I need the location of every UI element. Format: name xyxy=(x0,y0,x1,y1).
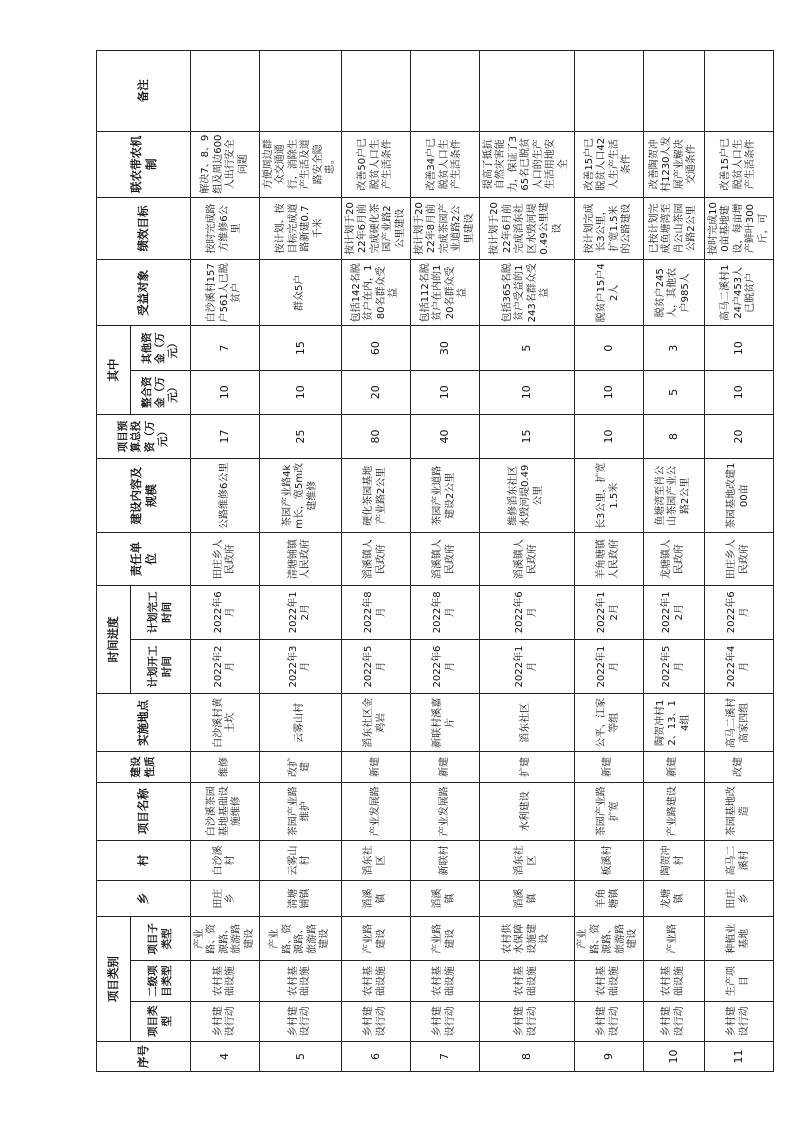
cell-cat-type: 乡村建设行动 xyxy=(410,1001,479,1041)
header-integrated: 整合资金（万元） xyxy=(131,370,191,414)
cell-village: 陶贺冲村 xyxy=(643,840,704,880)
rotated-table-block xyxy=(96,50,774,1072)
cell-content: 维修滔东社区水毁河堤0.49公里 xyxy=(479,459,574,533)
cell-village: 滔东社区 xyxy=(479,840,574,880)
cell-start: 2022年5月 xyxy=(341,639,410,693)
cell-content: 长3公里，扩宽1.5米 xyxy=(574,459,643,533)
cell-cat-type: 乡村建设行动 xyxy=(574,1001,643,1041)
cell-build-nature: 新建 xyxy=(574,752,643,782)
cell-seq: 8 xyxy=(479,1041,574,1071)
header-budget: 项目预算总投资（万元） xyxy=(97,414,191,458)
cell-township: 龙塘镇 xyxy=(643,881,704,917)
cell-build-nature: 维修 xyxy=(191,752,260,782)
cell-integrated: 10 xyxy=(479,370,574,414)
cell-start: 2022年5月 xyxy=(643,639,704,693)
cell-location: 新联村溪嘉片 xyxy=(410,694,479,752)
cell-cat-l2: 农村基础设施 xyxy=(191,961,260,1001)
cell-other: 15 xyxy=(260,326,342,370)
table-row xyxy=(479,51,574,1072)
cell-location: 白沙溪村黄土坎 xyxy=(191,694,260,752)
cell-budget: 17 xyxy=(191,414,260,458)
table-row xyxy=(341,51,410,1072)
cell-other: 5 xyxy=(479,326,574,370)
cell-cat-sub: 种植业基地 xyxy=(704,917,773,961)
cell-project-name: 茶园产业路维护 xyxy=(260,782,342,840)
cell-seq: 7 xyxy=(410,1041,479,1071)
cell-integrated: 10 xyxy=(191,370,260,414)
cell-remark xyxy=(643,51,704,132)
cell-beneficiary: 包括365名脱贫户受益的1243名群众受益 xyxy=(479,260,574,326)
cell-mechanism: 改善50户已脱贫人口生产生活条件 xyxy=(341,131,410,197)
cell-goal: 按计划于2022年6月前完成硬化茶园产业路2公里建设 xyxy=(341,197,410,259)
cell-cat-sub: 产业路建设 xyxy=(410,917,479,961)
cell-budget: 20 xyxy=(704,414,773,458)
header-seq: 序号 xyxy=(97,1041,191,1071)
cell-cat-l2: 农村基础设施 xyxy=(479,961,574,1001)
cell-other: 0 xyxy=(574,326,643,370)
cell-location: 高马二溪村高家四组 xyxy=(704,694,773,752)
cell-mechanism: 改善15户已脱贫人口42人生产生活条件 xyxy=(574,131,643,197)
cell-project-name: 茶园基地改造 xyxy=(704,782,773,840)
cell-budget: 8 xyxy=(643,414,704,458)
cell-cat-sub: 产业路、资源路、旅游路建设 xyxy=(191,917,260,961)
cell-start: 2022年1月 xyxy=(479,639,574,693)
cell-start: 2022年6月 xyxy=(410,639,479,693)
cell-cat-type: 乡村建设行动 xyxy=(341,1001,410,1041)
cell-integrated: 10 xyxy=(410,370,479,414)
cell-cat-l2: 农村基础设施 xyxy=(574,961,643,1001)
header-other: 其他资金（万元） xyxy=(131,326,191,370)
cell-other: 3 xyxy=(643,326,704,370)
cell-budget: 80 xyxy=(341,414,410,458)
cell-build-nature: 扩建 xyxy=(479,752,574,782)
cell-integrated: 10 xyxy=(260,370,342,414)
cell-village: 高马二溪村 xyxy=(704,840,773,880)
cell-build-nature: 新建 xyxy=(341,752,410,782)
cell-responsible: 滔溪镇人民政府 xyxy=(479,533,574,585)
cell-beneficiary: 高马二溪村124户453人已脱贫户 xyxy=(704,260,773,326)
cell-finish: 2022年12月 xyxy=(574,585,643,639)
cell-other: 30 xyxy=(410,326,479,370)
table-row xyxy=(704,51,773,1072)
header-content: 建设内容及规模 xyxy=(97,459,191,533)
cell-township: 滔溪镇 xyxy=(341,881,410,917)
cell-location: 公平、江家等组 xyxy=(574,694,643,752)
cell-village: 白沙溪村 xyxy=(191,840,260,880)
header-township: 乡 xyxy=(97,881,191,917)
cell-project-name: 水利建设 xyxy=(479,782,574,840)
cell-responsible: 滔溪镇人民政府 xyxy=(341,533,410,585)
cell-remark xyxy=(341,51,410,132)
cell-content: 茶园产业路4km长，宽5m改建维修 xyxy=(260,459,342,533)
cell-goal: 按计划完成长3公里，扩宽1.5米的公路建设 xyxy=(574,197,643,259)
project-table xyxy=(96,50,774,1072)
cell-beneficiary: 脱贫户15户42人 xyxy=(574,260,643,326)
cell-village: 板溪村 xyxy=(574,840,643,880)
header-mechanism: 联农带农机制 xyxy=(97,131,191,197)
header-cat-l2: 二级项目类型 xyxy=(131,961,191,1001)
cell-cat-sub: 农村供水保障设施建设 xyxy=(479,917,574,961)
cell-finish: 2022年6月 xyxy=(479,585,574,639)
cell-beneficiary: 包括142名脱贫户在内，180名群众受益 xyxy=(341,260,410,326)
cell-village: 云雾山村 xyxy=(260,840,342,880)
cell-cat-sub: 产业路 xyxy=(643,917,704,961)
cell-township: 滔溪镇 xyxy=(479,881,574,917)
cell-goal: 已按计划完成鱼塘湾至肖公山茶园公路2公里 xyxy=(643,197,704,259)
cell-township: 滔溪镇 xyxy=(410,881,479,917)
cell-content: 硬化茶园基地产业路2公里 xyxy=(341,459,410,533)
cell-seq: 9 xyxy=(574,1041,643,1071)
cell-location: 滔东社区金鸡岩 xyxy=(341,694,410,752)
header-location: 实施地点 xyxy=(97,694,191,752)
cell-start: 2022年3月 xyxy=(260,639,342,693)
cell-mechanism: 改善陶贺冲村1230人发展产业解决交通条件 xyxy=(643,131,704,197)
cell-finish: 2022年6月 xyxy=(704,585,773,639)
cell-build-nature: 新建 xyxy=(410,752,479,782)
cell-finish: 2022年8月 xyxy=(410,585,479,639)
cell-build-nature: 改扩建 xyxy=(260,752,342,782)
cell-integrated: 20 xyxy=(341,370,410,414)
cell-mechanism: 解决7、8、9组及周边600人出行安全问题 xyxy=(191,131,260,197)
cell-finish: 2022年12月 xyxy=(643,585,704,639)
cell-seq: 10 xyxy=(643,1041,704,1071)
cell-goal: 按时完成100亩基地建设，每亩增产鲜叶300斤，可 xyxy=(704,197,773,259)
cell-content: 鱼塘湾至肖公山茶园产业公路2公里 xyxy=(643,459,704,533)
cell-township: 田庄乡 xyxy=(704,881,773,917)
cell-cat-l2: 农村基础设施 xyxy=(643,961,704,1001)
cell-cat-sub: 产业路、资源路、旅游路建设 xyxy=(260,917,342,961)
cell-remark xyxy=(479,51,574,132)
cell-seq: 5 xyxy=(260,1041,342,1071)
cell-mechanism: 方便周边群众交通通行，消除生产生活及道路安全隐患。 xyxy=(260,131,342,197)
cell-finish: 2022年12月 xyxy=(260,585,342,639)
table-row xyxy=(643,51,704,1072)
cell-beneficiary: 白沙溪村157户561人已脱贫户 xyxy=(191,260,260,326)
cell-integrated: 5 xyxy=(643,370,704,414)
cell-project-name: 产业发展路 xyxy=(341,782,410,840)
cell-seq: 4 xyxy=(191,1041,260,1071)
header-start: 计划开工时间 xyxy=(131,639,191,693)
header-beneficiary: 受益对象 xyxy=(97,260,191,326)
cell-project-name: 白沙溪茶园基地基础设施维修 xyxy=(191,782,260,840)
cell-beneficiary: 脱贫户245人，其他农户985人 xyxy=(643,260,704,326)
header-village: 村 xyxy=(97,840,191,880)
cell-cat-type: 乡村建设行动 xyxy=(191,1001,260,1041)
cell-seq: 11 xyxy=(704,1041,773,1071)
cell-responsible: 龙塘镇人民政府 xyxy=(643,533,704,585)
cell-village: 滔东社区 xyxy=(341,840,410,880)
cell-mechanism: 改善34户已脱贫人口生产生活条件 xyxy=(410,131,479,197)
cell-remark xyxy=(704,51,773,132)
cell-township: 田庄乡 xyxy=(191,881,260,917)
cell-build-nature: 改建 xyxy=(704,752,773,782)
cell-cat-l2: 农村基础设施 xyxy=(341,961,410,1001)
cell-budget: 40 xyxy=(410,414,479,458)
cell-goal: 按计划、按目标完成道路新建0.7千米 xyxy=(260,197,342,259)
cell-content: 公路维修6公里 xyxy=(191,459,260,533)
header-cat-sub: 项目子类型 xyxy=(131,917,191,961)
header-goal: 绩效目标 xyxy=(97,197,191,259)
cell-mechanism: 改善15户已脱贫人口生产生活条件 xyxy=(704,131,773,197)
cell-budget: 15 xyxy=(479,414,574,458)
header-cat-type: 项目类型 xyxy=(131,1001,191,1041)
cell-start: 2022年2月 xyxy=(191,639,260,693)
cell-remark xyxy=(410,51,479,132)
header-responsible: 责任单位 xyxy=(97,533,191,585)
cell-cat-type: 乡村建设行动 xyxy=(260,1001,342,1041)
cell-mechanism: 提高了抵抗自然灾害能力，保证了365名已脱贫人口的生产生活用地安全 xyxy=(479,131,574,197)
cell-cat-sub: 产业路、资源路、旅游路建设 xyxy=(574,917,643,961)
cell-finish: 2022年8月 xyxy=(341,585,410,639)
cell-content: 茶园基地改建100亩 xyxy=(704,459,773,533)
cell-remark xyxy=(191,51,260,132)
cell-integrated: 10 xyxy=(574,370,643,414)
cell-beneficiary: 群众5户 xyxy=(260,260,342,326)
header-category: 项目类别 xyxy=(97,917,131,1042)
header-of-which: 其中 xyxy=(97,326,131,414)
cell-responsible: 滔溪镇人民政府 xyxy=(410,533,479,585)
cell-location: 云雾山村 xyxy=(260,694,342,752)
cell-other: 60 xyxy=(341,326,410,370)
cell-seq: 6 xyxy=(341,1041,410,1071)
cell-cat-type: 乡村建设行动 xyxy=(479,1001,574,1041)
cell-start: 2022年1月 xyxy=(574,639,643,693)
cell-budget: 25 xyxy=(260,414,342,458)
cell-beneficiary: 包括112名脱贫户在内的120名群众受益 xyxy=(410,260,479,326)
cell-cat-sub: 产业路建设 xyxy=(341,917,410,961)
cell-goal: 按计划于2022年6月前完成滔东社区水毁河堤0.49公里建设 xyxy=(479,197,574,259)
table-row xyxy=(260,51,342,1072)
cell-village: 新联村 xyxy=(410,840,479,880)
header-finish: 计划完工时间 xyxy=(131,585,191,639)
cell-content: 茶园产业道路建设2公里 xyxy=(410,459,479,533)
cell-other: 7 xyxy=(191,326,260,370)
cell-responsible: 田庄乡人民政府 xyxy=(191,533,260,585)
table-row xyxy=(410,51,479,1072)
header-build-nature: 建设性质 xyxy=(97,752,191,782)
cell-finish: 2022年6月 xyxy=(191,585,260,639)
cell-responsible: 清塘铺镇人民政府 xyxy=(260,533,342,585)
cell-goal: 按时完成路方维修6公里 xyxy=(191,197,260,259)
cell-location: 陶贺冲村12、13、14组 xyxy=(643,694,704,752)
cell-remark xyxy=(574,51,643,132)
cell-start: 2022年4月 xyxy=(704,639,773,693)
cell-location: 滔东社区 xyxy=(479,694,574,752)
cell-project-name: 产业路建设 xyxy=(643,782,704,840)
cell-project-name: 产业发展路 xyxy=(410,782,479,840)
cell-project-name: 茶园产业路扩宽 xyxy=(574,782,643,840)
cell-other: 10 xyxy=(704,326,773,370)
cell-responsible: 田庄乡人民政府 xyxy=(704,533,773,585)
cell-responsible: 羊角塘镇人民政府 xyxy=(574,533,643,585)
cell-build-nature: 新建 xyxy=(643,752,704,782)
cell-cat-l2: 生产项目 xyxy=(704,961,773,1001)
cell-goal: 按计划于2022年8月前完成茶园产业道路2公里建设 xyxy=(410,197,479,259)
cell-cat-type: 乡村建设行动 xyxy=(704,1001,773,1041)
cell-integrated: 10 xyxy=(704,370,773,414)
table-row xyxy=(574,51,643,1072)
header-schedule: 时间进度 xyxy=(97,585,131,694)
cell-budget: 10 xyxy=(574,414,643,458)
cell-cat-l2: 农村基础设施 xyxy=(410,961,479,1001)
cell-township: 清塘铺镇 xyxy=(260,881,342,917)
header-project-name: 项目名称 xyxy=(97,782,191,840)
cell-township: 羊角塘镇 xyxy=(574,881,643,917)
header-remark: 备注 xyxy=(97,51,191,132)
cell-cat-type: 乡村建设行动 xyxy=(643,1001,704,1041)
cell-remark xyxy=(260,51,342,132)
table-row xyxy=(191,51,260,1072)
cell-cat-l2: 农村基础设施 xyxy=(260,961,342,1001)
